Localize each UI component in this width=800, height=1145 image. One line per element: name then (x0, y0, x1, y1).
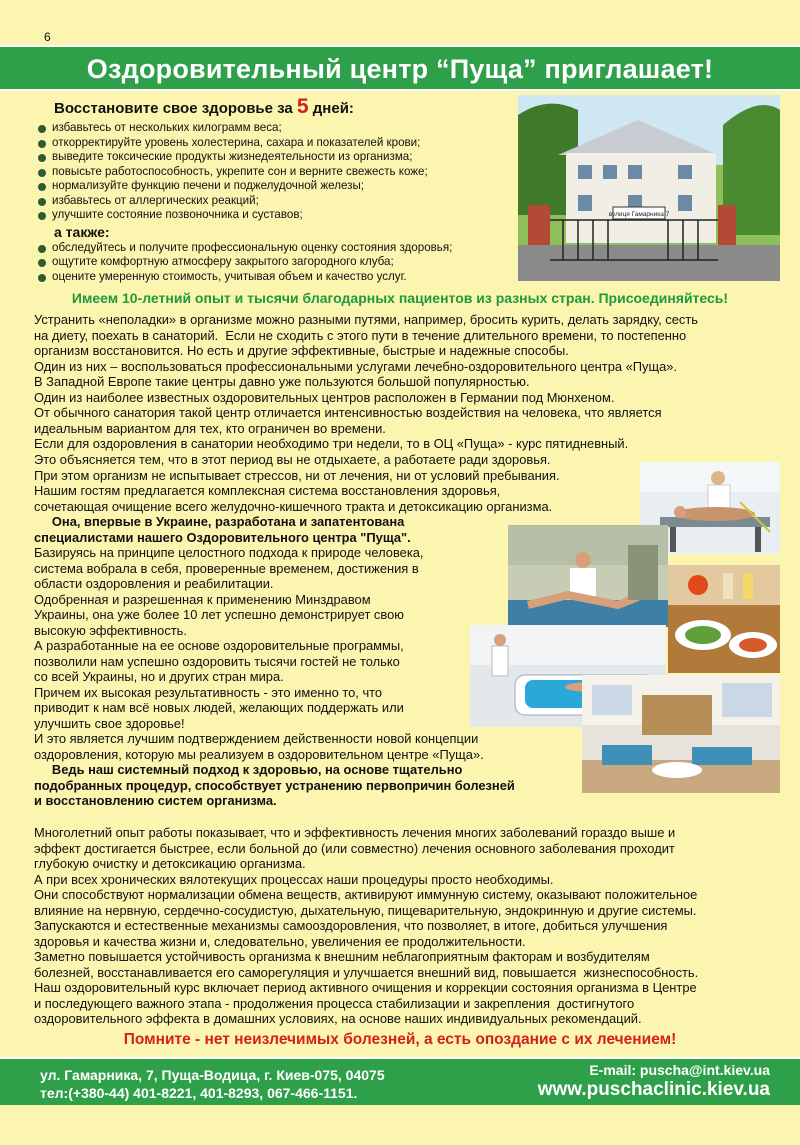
paragraph-line: Это объясняется тем, что в этот период вы не отдыхаете, а работаете ради здоровья. (34, 452, 551, 467)
paragraph-line: Если для оздоровления в санатории необходимо три недели, то в ОЦ «Пуща» - курс пятидневный. (34, 436, 629, 451)
benefits-list (34, 121, 514, 223)
list-item (34, 241, 514, 256)
lounge-photo (582, 675, 780, 793)
paragraph-line: позволили нам успешно оздоровить тысячи гостей не только (34, 653, 400, 669)
bullet-icon (38, 154, 46, 162)
list-item (34, 165, 514, 180)
paragraph-line: Причем их высокая результативность - это именно то, что (34, 684, 383, 700)
list-item-text: откорректируйте уровень холестерина, сахара и показателей крови; (52, 135, 421, 149)
paragraph-line: специалистами нашего Оздоровительного центра "Пуща". (34, 529, 411, 545)
paragraph-line: со всей Украины, но и других стран мира. (34, 669, 284, 684)
paragraph-line: идеальным вариантом для тех, кто ограничен во времени. (34, 420, 386, 436)
bullet-icon (38, 245, 46, 253)
bullet-icon (38, 125, 46, 133)
bullet-icon (38, 169, 46, 177)
paragraph-line: Наш оздоровительный курс включает период активного очищения и коррекции состояния организма в Центре (34, 980, 697, 995)
paragraph-line: От обычного санатория такой центр отличается интенсивностью воздействия на человека, что является (34, 405, 662, 420)
list-item (34, 194, 514, 209)
list-item-text: избавьтесь от аллергических реакций; (52, 193, 259, 207)
intro-heading-number: 5 (296, 95, 309, 118)
paragraph-line: влияние на нервную, сердечно-сосудистую, дыхательную, пищеварительную, эндокринную и другие системы. (34, 902, 697, 918)
building-photo (518, 95, 780, 281)
also-list (34, 241, 514, 285)
paragraph-line: здоровья и качества жизни и, следовательно, увеличения ее продолжительности. (34, 933, 526, 949)
paragraph-line: Один из них – воспользоваться профессиональными услугами лечебно-оздоровительного центра «Пуща». (34, 358, 678, 374)
website-link[interactable]: www.puschaclinic.kiev.ua (537, 1079, 770, 1100)
paragraph-line: Запускаются и естественные механизмы самооздоровления, что позволяет, в итоге, добиться улучшения (34, 918, 668, 933)
paragraph-line: области оздоровления и реабилитации. (34, 576, 274, 591)
bullet-icon (38, 140, 46, 148)
paragraph-line: Базируясь на принципе целостного подхода к природе человека, (34, 545, 424, 560)
paragraph-line: Нашим гостям предлагается комплексная система восстановления здоровья, (34, 483, 501, 498)
list-item (34, 255, 514, 270)
paragraph-line: подобранных процедур, способствует устранению первопричин болезней (34, 777, 515, 793)
paragraph-line: Они способствуют нормализации обмена веществ, активируют иммунную систему, оказывают положительное (34, 887, 698, 902)
intro-section (34, 95, 514, 284)
email-link[interactable]: E-mail: puscha@int.kiev.ua (589, 1062, 770, 1078)
address: ул. Гамарника, 7, Пуща-Водица, г. Киев-075, 04075 (40, 1067, 385, 1083)
paragraph-line: и последующего важного этапа - продолжения процесса стабилизации и закрепления достигнутого (34, 995, 635, 1011)
page-number: 6 (44, 30, 51, 44)
page-title: Оздоровительный центр “Пуща” приглашает! (86, 54, 714, 84)
also-heading: а также: (54, 223, 110, 240)
list-item-text: обследуйтесь и получите профессиональную оценку состояния здоровья; (52, 240, 453, 254)
therapy-photo (508, 525, 668, 627)
bullet-icon (38, 183, 46, 191)
list-item (34, 208, 514, 223)
list-item-text: нормализуйте функцию печени и поджелудочной железы; (52, 179, 365, 192)
bullet-icon (38, 259, 46, 267)
list-item (34, 270, 514, 285)
paragraph-line: Украины, она уже более 10 лет успешно демонстрирует свою (34, 607, 404, 622)
contact-block (40, 1066, 385, 1102)
paragraph-line: эффект достигается быстрее, если больной до (или совместно) лечения основного заболевания проходит (34, 840, 675, 856)
list-item (34, 136, 514, 151)
footer-banner (0, 1057, 800, 1105)
intro-heading-prefix: Восстановите свое здоровье за (54, 100, 297, 117)
paragraph-line: глубокую очистку и детоксикацию организма. (34, 856, 306, 871)
paragraph-line: улучшить свое здоровье! (34, 715, 185, 731)
header-banner (0, 45, 800, 91)
list-item-text: ощутите комфортную атмосферу закрытого загородного клуба; (52, 255, 394, 268)
slogan: Помните - нет неизлечимых болезней, а есть опоздание с их лечением! (123, 1031, 677, 1048)
paragraph-line: и восстановлению систем организма. (34, 793, 277, 808)
street-sign: вулиця Гамарника 7 (608, 211, 670, 218)
paragraph-line: В Западной Европе такие центры давно уже пользуются большой популярностью. (34, 374, 530, 389)
list-item-text: повысьте работоспособность, укрепите сон и верните свежесть коже; (52, 164, 428, 178)
paragraph-line: Ведь наш системный подход к здоровью, на основе тщательно (34, 762, 463, 777)
bullet-icon (38, 212, 46, 220)
paragraph-line: Устранить «неполадки» в организме можно разными путями, например, бросить курить, делать зарядку, сесть (34, 312, 698, 327)
bullet-icon (38, 274, 46, 282)
food-photo (668, 565, 780, 673)
paragraph-line: организм восстановится. Но есть и другие эффективные, быстрые и надежные способы. (34, 343, 569, 358)
paragraph-line: При этом организм не испытывает стрессов, ни от лечения, ни от условий пребывания. (34, 467, 560, 483)
body-text-top (34, 312, 774, 452)
paragraph-line: болезней, восстанавливается его саморегуляция и улучшается внешний вид, повышается жизнеспособность. (34, 964, 699, 980)
list-item-text: выведите токсические продукты жизнедеятельности из организма; (52, 150, 413, 163)
list-item (34, 150, 514, 165)
paragraph-line: оздоровительного эффекта в домашних условиях, на основе наших индивидуальных рекомендаций. (34, 1011, 642, 1026)
list-item-text: избавьтесь от нескольких килограмм веса; (52, 121, 282, 134)
paragraph-line: приводит к нам всё новых людей, желающих поддержать или (34, 700, 404, 715)
list-item-text: улучшите состояние позвоночника и суставов; (52, 208, 303, 221)
paragraph-line: Одобренная и разрешенная к применению Минздравом (34, 591, 371, 607)
bullet-icon (38, 198, 46, 206)
intro-heading (54, 95, 514, 119)
paragraph-line: А при всех хронических вялотекущих процессах наши процедуры просто необходимы. (34, 871, 554, 887)
list-item (34, 121, 514, 136)
paragraph-line: высокую эффективность. (34, 622, 187, 638)
list-item (34, 179, 514, 194)
paragraph-line: оздоровления, которую мы реализуем в оздоровительном центре «Пуща». (34, 746, 484, 762)
paragraph-line: Один из наиболее известных оздоровительных центров расположен в Германии под Мюнхеном. (34, 389, 615, 405)
paragraph-line: А разработанные на ее основе оздоровительные программы, (34, 638, 404, 653)
paragraph-line: Заметно повышается устойчивость организма к внешним неблагоприятным факторам и возбудителям (34, 949, 650, 964)
paragraph-line: И это является лучшим подтверждением действенности новой концепции (34, 731, 479, 746)
paragraph-line: Она, впервые в Украине, разработана и запатентована (34, 514, 405, 529)
paragraph-line: на диету, поехать в санаторий. Если не сходить с этого пути в течение длительного времени, то постепенно (34, 327, 687, 343)
body-text-bottom (34, 825, 774, 1027)
tagline: Имеем 10-летний опыт и тысячи благодарных пациентов из разных стран. Присоединяйтесь! (71, 290, 729, 306)
paragraph-line: система вобрала в себя, проверенные временем, достижения в (34, 560, 419, 576)
list-item-text: оцените умеренную стоимость, учитывая объем и качество услуг. (52, 269, 407, 283)
paragraph-line: Многолетний опыт работы показывает, что и эффективность лечения многих заболеваний гораздо выше и (34, 825, 676, 840)
phones: тел:(+380-44) 401-8221, 401-8293, 067-466-1151. (40, 1085, 358, 1101)
paragraph-line: сочетающая очищение всего желудочно-кишечного тракта и детоксикацию организма. (34, 498, 553, 514)
intro-heading-suffix: дней: (308, 100, 354, 117)
